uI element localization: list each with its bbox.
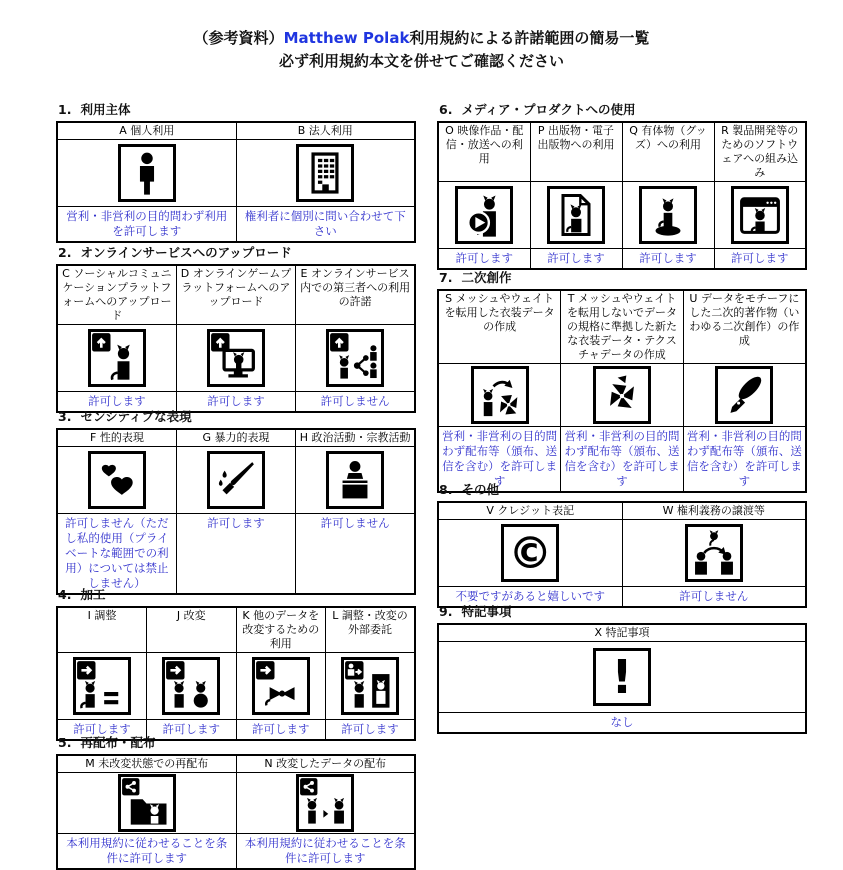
cell-label: V クレジット表記 [438, 502, 622, 520]
cell-label: H 政治活動・宗教活動 [296, 429, 415, 447]
outsource-icon [341, 657, 399, 715]
cell-result: 許可しません（ただし私的使用（プライベートな範囲での利用）については禁止しません） [57, 514, 176, 594]
adjust-equals-icon [73, 657, 131, 715]
costume-new-icon [593, 366, 651, 424]
exclamation-icon: ! [593, 648, 651, 706]
cell-result: 許可しません [296, 514, 415, 594]
section-media-product [437, 100, 807, 270]
section-heading: 9. 特記事項 [439, 604, 512, 619]
cell-label: G 暴力的表現 [176, 429, 295, 447]
cell-label: U データをモチーフにした二次的著作物（いわゆる二次創作）の作成 [683, 290, 806, 364]
cell-result: 営利・非営利の目的問わず配布等（頒布、送信を含む）を許可します [561, 427, 684, 492]
cell-label: M 未改変状態での再配布 [57, 755, 236, 773]
cell-label: J 改変 [147, 607, 237, 653]
section-online-upload [56, 243, 416, 413]
cell-result: 許可します [326, 720, 416, 740]
knife-icon [207, 451, 265, 509]
cell-label: T メッシュやウェイトを転用しないでデータの規格に準拠した新たな衣装データ・テクスチャデータの作成 [561, 290, 684, 364]
cell-label: E オンラインサービス内での第三者への利用の許諾 [296, 265, 415, 325]
upload-share-third-party-icon [326, 329, 384, 387]
costume-reuse-icon [471, 366, 529, 424]
license-table-2 [56, 264, 416, 413]
cell-result: 本利用規約に従わせることを条件に許可します [236, 834, 415, 869]
section-heading: 4. 加工 [58, 587, 106, 602]
section-heading: 1. 利用主体 [58, 102, 131, 117]
cell-result: 許可しません [622, 587, 806, 607]
copyright-icon: © [501, 524, 559, 582]
cell-result: 許可します [714, 249, 806, 269]
pen-derivative-icon [715, 366, 773, 424]
license-table-1 [56, 121, 416, 243]
section-other [437, 480, 807, 608]
software-window-icon [731, 186, 789, 244]
section-special-notes [437, 602, 807, 734]
cell-label: O 映像作品・配信・放送への利用 [438, 122, 530, 182]
cell-result: 許可します [530, 249, 622, 269]
cell-result: 不要ですがあると嬉しいです [438, 587, 622, 607]
publication-page-icon [547, 186, 605, 244]
section-heading: 5. 再配布・配布 [58, 735, 156, 750]
cell-result: 許可します [176, 514, 295, 594]
page-title-line1 [0, 27, 843, 50]
cell-label: B 法人利用 [236, 122, 415, 140]
upload-avatar-icon [88, 329, 146, 387]
page-title [0, 27, 843, 74]
license-table-5 [56, 754, 416, 870]
cell-label: W 権利義務の譲渡等 [622, 502, 806, 520]
cell-result: 権利者に個別に問い合わせて下さい [236, 207, 415, 242]
cell-result: 営利・非営利の目的問わず配布等（頒布、送信を含む）を許可します [683, 427, 806, 492]
cell-label: R 製品開発等のためのソフトウェアへの組み込み [714, 122, 806, 182]
distribute-modified-icon [296, 774, 354, 832]
section-heading: 7. 二次創作 [439, 270, 512, 285]
cell-label: N 改変したデータの配布 [236, 755, 415, 773]
cell-result: 営利・非営利の目的問わず配布等（頒布、送信を含む）を許可します [438, 427, 561, 492]
hearts-icon [88, 451, 146, 509]
modify-other-data-icon [252, 657, 310, 715]
license-table-3 [56, 428, 416, 595]
license-table-4 [56, 606, 416, 741]
cell-result: 許可します [622, 249, 714, 269]
license-table-6 [437, 121, 807, 270]
page-title-line2: 必ず利用規約本文を併せてご確認ください [278, 52, 564, 71]
cell-result: 許可しません [296, 392, 415, 412]
cell-result: 許可します [57, 720, 147, 740]
cell-label: D オンラインゲームプラットフォームへのアップロード [176, 265, 295, 325]
cell-label: C ソーシャルコミュニケーションプラットフォームへのアップロード [57, 265, 176, 325]
cell-label: A 個人利用 [57, 122, 236, 140]
cell-result: 許可します [236, 720, 326, 740]
podium-speaker-icon [326, 451, 384, 509]
cell-result: 営利・非営利の目的問わず利用を許可します [57, 207, 236, 242]
upload-game-icon [207, 329, 265, 387]
section-redistribution [56, 733, 416, 870]
cell-label: S メッシュやウェイトを転用した衣装データの作成 [438, 290, 561, 364]
redistribute-folder-icon [118, 774, 176, 832]
title-suffix: 利用規約による許諾範囲の簡易一覧 [409, 29, 650, 47]
person-icon [118, 144, 176, 202]
title-prefix: （参考資料） [193, 29, 284, 47]
cell-label: Q 有体物（グッズ）への利用 [622, 122, 714, 182]
license-table-7 [437, 289, 807, 493]
cell-label: K 他のデータを改変するための利用 [236, 607, 326, 653]
section-derivative-works [437, 268, 807, 493]
building-icon [296, 144, 354, 202]
section-processing [56, 585, 416, 741]
section-heading: 6. メディア・プロダクトへの使用 [439, 102, 636, 117]
cell-result: 許可します [438, 249, 530, 269]
section-heading: 8. その他 [439, 482, 499, 497]
cell-result: 許可します [147, 720, 237, 740]
section-heading: 2. オンラインサービスへのアップロード [58, 245, 292, 260]
cell-label: L 調整・改変の外部委託 [326, 607, 416, 653]
cell-result: 本利用規約に従わせることを条件に許可します [57, 834, 236, 869]
license-table-9 [437, 623, 807, 734]
cell-label: X 特記事項 [438, 624, 806, 642]
license-table-8 [437, 501, 807, 608]
cell-label: P 出版物・電子出版物への利用 [530, 122, 622, 182]
cell-result: 許可します [176, 392, 295, 412]
video-play-icon [455, 186, 513, 244]
cell-label: F 性的表現 [57, 429, 176, 447]
section-usage-subject [56, 100, 416, 243]
rights-transfer-icon [685, 524, 743, 582]
goods-figurine-icon [639, 186, 697, 244]
title-author-name: Matthew Polak [283, 29, 410, 47]
section-sensitive-expression [56, 407, 416, 595]
cell-label: I 調整 [57, 607, 147, 653]
cell-result: 許可します [57, 392, 176, 412]
section-heading: 3. センシティブな表現 [58, 409, 192, 424]
modify-two-avatars-icon [162, 657, 220, 715]
cell-result: なし [438, 713, 806, 733]
